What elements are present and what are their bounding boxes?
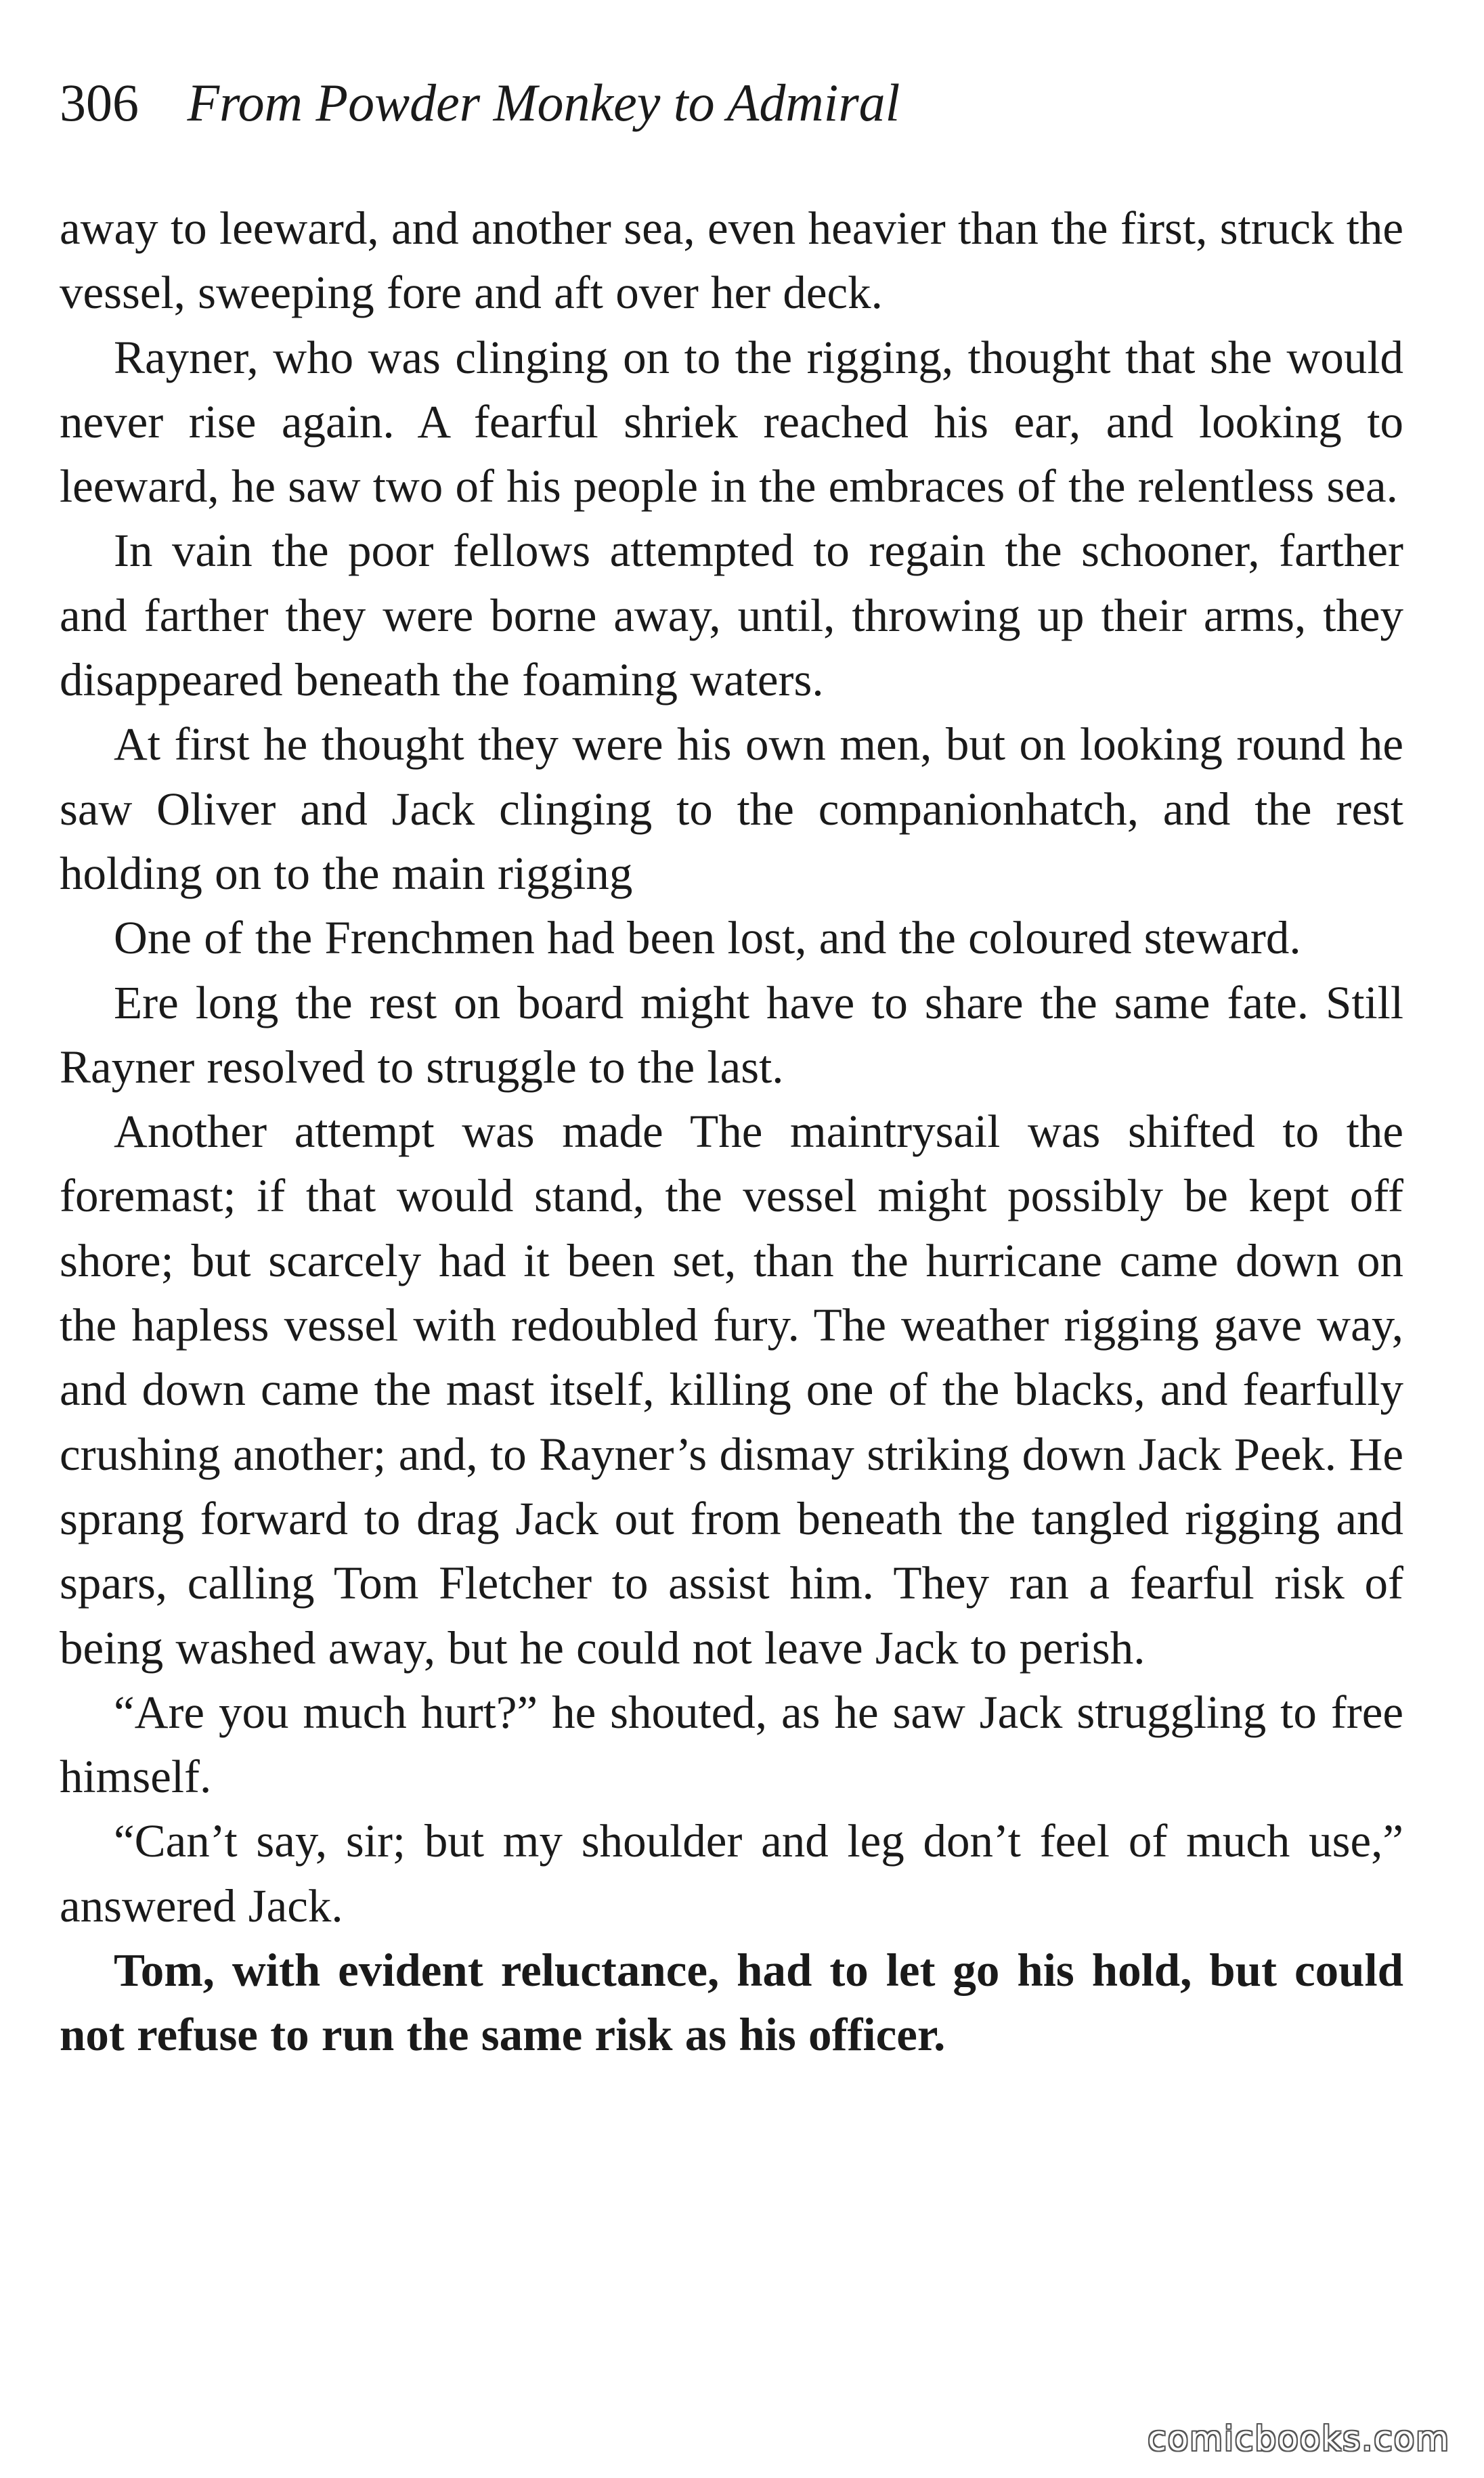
running-header — [60, 62, 1414, 144]
site-watermark: comicbooks.com — [1148, 2419, 1450, 2458]
paragraph-8: “Are you much hurt?” he shouted, as he saw Jack struggling to free himself. — [60, 1686, 1403, 1803]
paragraph-9: “Can’t say, sir; but my shoulder and leg don’t feel of much use,” answered Jack. — [60, 1815, 1403, 1932]
paragraph-2: Rayner, who was clinging on to the rigging, thought that she would never rise again. A fearful shriek reached his ear, and looking to leeward, he saw two of his people in the embraces of the relentless sea. — [60, 331, 1403, 513]
paragraph-7: Another attempt was made The maintrysail was shifted to the foremast; if that would stand, the vessel might possibly be kept off shore; but scarcely had it been set, than the hurricane came down on the hapless vessel with redoubled fury. The weather rigging gave way, and down came the mast itself, killing one of the blacks, and fearfully crushing another; and, to Rayner’s dismay striking down Jack Peek. He sprang forward to drag Jack out from beneath the tangled rigging and spars, calling Tom Fletcher to assist him. They ran a fearful risk of being washed away, but he could not leave Jack to perish. — [60, 1106, 1403, 1674]
page-number: 306 — [60, 73, 139, 132]
paragraph-10: Tom, with evident reluctance, had to let go his hold, but could not refuse to run the same risk as his officer. — [60, 1944, 1403, 2061]
body-text — [60, 196, 1403, 2068]
paragraph-5: One of the Frenchmen had been lost, and the coloured steward. — [114, 912, 1301, 964]
paragraph-4: At first he thought they were his own men, but on looking round he saw Oliver and Jack clinging to the companionhatch, and the rest holding on to the main rigging — [60, 718, 1403, 899]
paragraph-1: away to leeward, and another sea, even heavier than the first, struck the vessel, sweeping fore and aft over her deck. — [60, 202, 1403, 319]
paragraph-6: Ere long the rest on board might have to share the same fate. Still Rayner resolved to struggle to the last. — [60, 976, 1403, 1093]
running-title: From Powder Monkey to Admiral — [187, 73, 900, 132]
paragraph-3: In vain the poor fellows attempted to regain the schooner, farther and farther they were borne away, until, throwing up their arms, they disappeared beneath the foaming waters. — [60, 525, 1403, 706]
